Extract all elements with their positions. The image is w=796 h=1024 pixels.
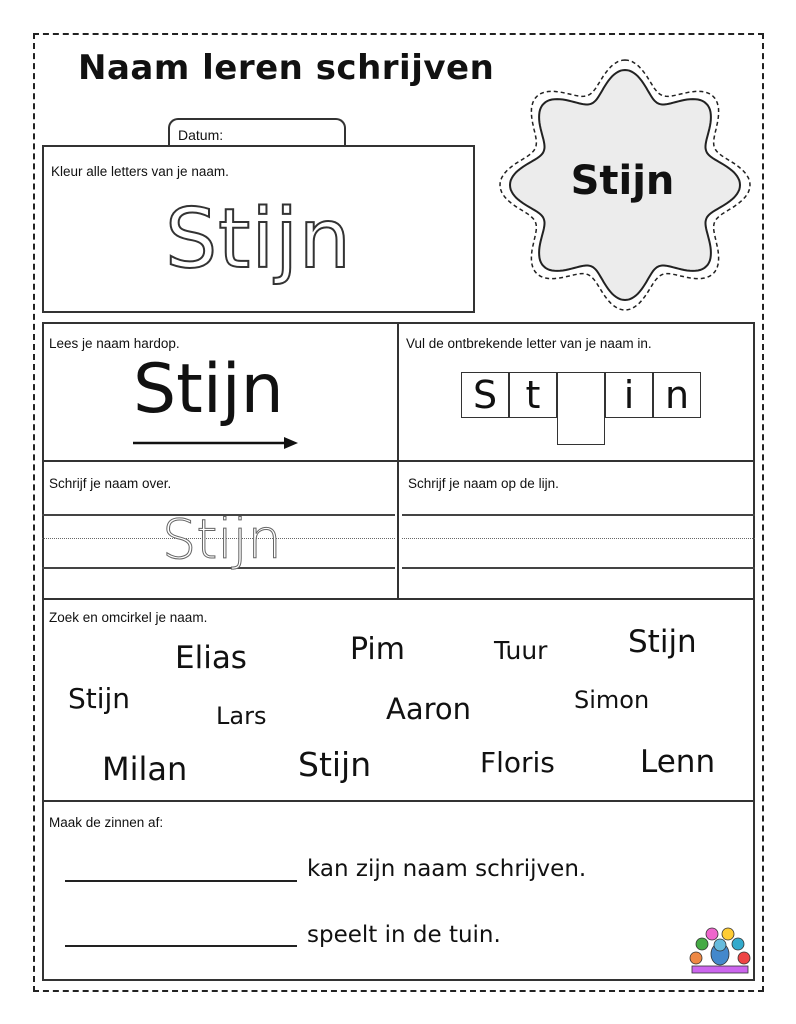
star-name: Stijn <box>570 158 675 204</box>
read-instruction: Lees je naam hardop. <box>49 336 180 351</box>
name-option[interactable]: Simon <box>574 686 650 714</box>
name-option[interactable]: Tuur <box>494 636 548 665</box>
name-option[interactable]: Stijn <box>628 624 697 660</box>
mid-line[interactable] <box>402 538 755 539</box>
name-option[interactable]: Lenn <box>640 744 716 780</box>
letter-box: t <box>509 372 557 418</box>
top-line <box>402 514 755 516</box>
sentences-instruction: Maak de zinnen af: <box>49 815 164 830</box>
name-option[interactable]: Milan <box>102 750 188 788</box>
sentence-blank[interactable] <box>65 945 297 947</box>
name-option[interactable]: Elias <box>175 640 247 676</box>
trace-instruction: Schrijf je naam over. <box>49 476 172 491</box>
sentence-ending: kan zijn naam schrijven. <box>307 856 587 882</box>
outline-name: Stijn <box>165 192 352 287</box>
missing-letter-input[interactable] <box>557 372 605 445</box>
color-section <box>42 145 475 313</box>
arrow-right-icon <box>132 436 302 450</box>
name-option[interactable]: Pim <box>350 632 405 667</box>
missing-instruction: Vul de ontbrekende letter van je naam in. <box>406 336 652 351</box>
color-instruction: Kleur alle letters van je naam. <box>51 164 229 179</box>
name-option[interactable]: Aaron <box>386 692 472 726</box>
base-line <box>402 567 755 569</box>
trace-name: Stijn <box>162 508 282 571</box>
peacock-logo-icon <box>686 918 754 978</box>
date-label: Datum: <box>178 127 224 143</box>
sentence-blank[interactable] <box>65 880 297 882</box>
read-name: Stijn <box>133 350 284 429</box>
date-field[interactable] <box>168 118 346 145</box>
letter-box: n <box>653 372 701 418</box>
find-instruction: Zoek en omcirkel je naam. <box>49 610 208 625</box>
write-instruction: Schrijf je naam op de lijn. <box>408 476 559 491</box>
name-option[interactable]: Lars <box>216 702 267 730</box>
sentence-ending: speelt in de tuin. <box>307 922 501 948</box>
letter-box: i <box>605 372 653 418</box>
name-option[interactable]: Stijn <box>68 682 131 715</box>
name-option[interactable]: Stijn <box>298 745 372 784</box>
name-option[interactable]: Floris <box>480 746 555 779</box>
page-title: Naam leren schrijven <box>78 48 495 88</box>
letter-box: S <box>461 372 509 418</box>
